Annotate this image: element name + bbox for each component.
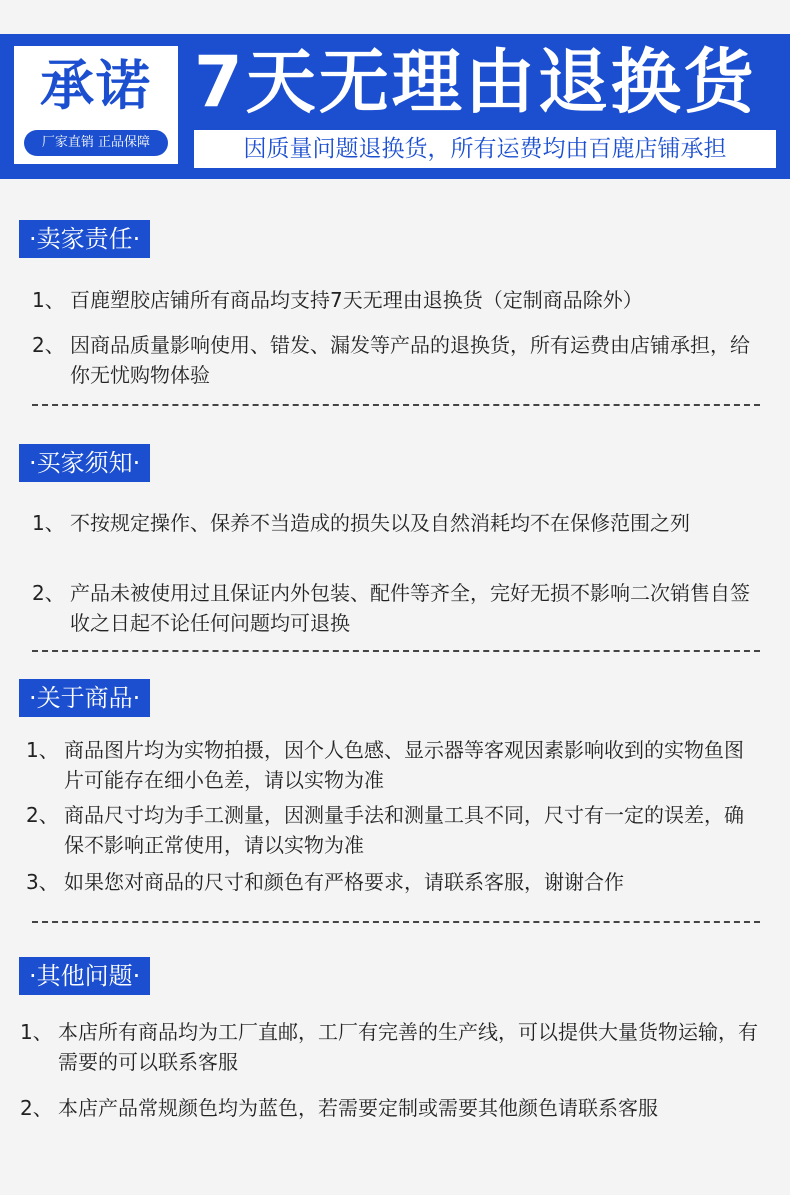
dashed-divider: [32, 650, 760, 652]
item-text: 产品未被使用过且保证内外包装、配件等齐全，完好无损不影响二次销售自签收之日起不论任何问题均可退换: [70, 581, 750, 635]
item-number: 1、: [32, 511, 65, 535]
item-text: 如果您对商品的尺寸和颜色有严格要求，请联系客服，谢谢合作: [64, 870, 624, 894]
banner-title: 7天无理由退换货: [194, 41, 757, 123]
list-item: [20, 1093, 760, 1123]
item-text: 商品图片均为实物拍摄，因个人色感、显示器等客观因素影响收到的实物鱼图片可能存在细小色差，请以实物为准: [64, 738, 744, 792]
banner-subtitle: 因质量问题退换货，所有运费均由百鹿店铺承担: [194, 130, 776, 168]
item-number: 3、: [26, 870, 59, 894]
list-item: [32, 508, 760, 538]
section-tag-seller: ·卖家责任·: [19, 220, 150, 258]
dashed-divider: [32, 404, 760, 406]
list-item: [26, 867, 776, 897]
badge-subtitle: 厂家直销 正品保障: [24, 130, 168, 156]
list-item: [26, 735, 760, 795]
item-number: 2、: [20, 1096, 53, 1120]
list-item: [32, 330, 760, 390]
item-text: 本店所有商品均为工厂直邮，工厂有完善的生产线，可以提供大量货物运输，有需要的可以联系客服: [58, 1020, 758, 1074]
section-tag-other: ·其他问题·: [19, 957, 150, 995]
section-tag-buyer: ·买家须知·: [19, 444, 150, 482]
item-number: 1、: [20, 1020, 53, 1044]
list-item: [26, 800, 760, 860]
item-text: 不按规定操作、保养不当造成的损失以及自然消耗均不在保修范围之列: [70, 511, 690, 535]
item-text: 商品尺寸均为手工测量，因测量手法和测量工具不同，尺寸有一定的误差，确保不影响正常使用，请以实物为准: [64, 803, 744, 857]
section-tag-product: ·关于商品·: [19, 679, 150, 717]
header-banner: [0, 34, 790, 179]
dashed-divider: [32, 921, 760, 923]
item-number: 2、: [32, 581, 65, 605]
promise-badge: [14, 46, 178, 164]
badge-title: 承诺: [40, 54, 152, 117]
item-number: 2、: [32, 333, 65, 357]
item-text: 百鹿塑胶店铺所有商品均支持7天无理由退换货（定制商品除外）: [70, 288, 643, 312]
item-text: 本店产品常规颜色均为蓝色，若需要定制或需要其他颜色请联系客服: [58, 1096, 658, 1120]
item-number: 1、: [26, 738, 59, 762]
list-item: [20, 1017, 760, 1077]
list-item: [32, 285, 772, 315]
item-text: 因商品质量影响使用、错发、漏发等产品的退换货，所有运费由店铺承担，给你无忧购物体验: [70, 333, 750, 387]
item-number: 2、: [26, 803, 59, 827]
item-number: 1、: [32, 288, 65, 312]
list-item: [32, 578, 760, 638]
